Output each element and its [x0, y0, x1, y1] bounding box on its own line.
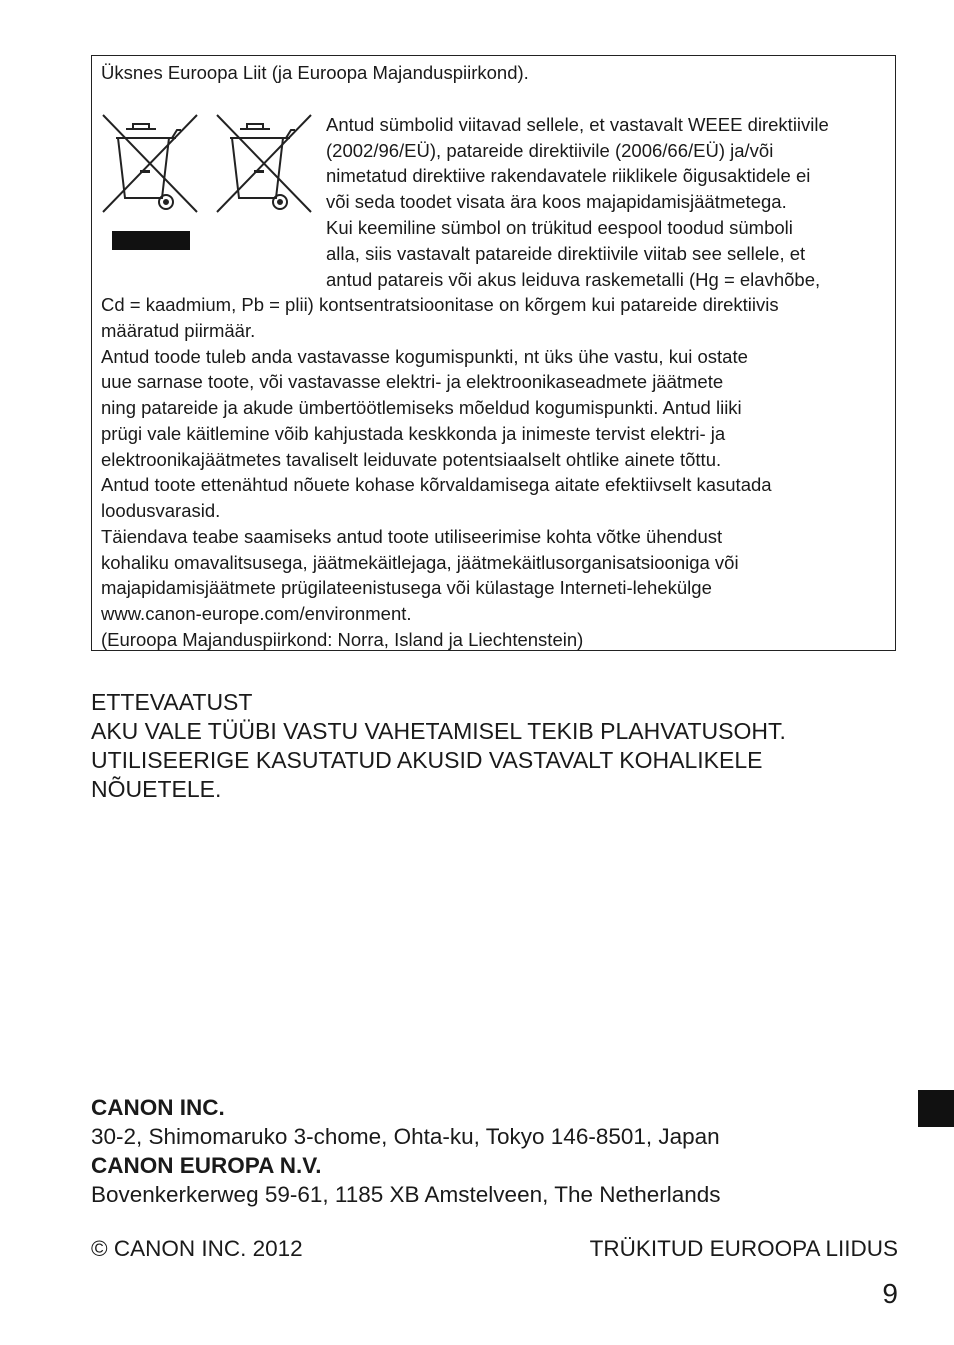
- notice-line: (2002/96/EÜ), patareide direktiivile (2006/66/EÜ) ja/või: [326, 140, 774, 161]
- notice-line: loodusvarasid.: [101, 500, 221, 521]
- notice-url: www.canon-europe.com/environment.: [101, 603, 412, 624]
- copyright: © CANON INC. 2012: [91, 1236, 303, 1261]
- notice-line: elektroonikajäätmetes tavaliselt leiduvate potentsiaalselt ohtlike ainete tõttu.: [101, 449, 722, 470]
- caution-heading: ETTEVAATUST: [91, 689, 253, 715]
- notice-line: (Euroopa Majanduspiirkond: Norra, Island ja Liechtenstein): [101, 629, 584, 650]
- crossed-out-wheelie-bin-icon: [217, 115, 311, 212]
- company-name-canon-europa: CANON EUROPA N.V.: [91, 1153, 322, 1178]
- notice-line: kohaliku omavalitsusega, jäätmekäitlejaga, jäätmekäitlusorganisatsiooniga või: [101, 552, 739, 573]
- notice-line: määratud piirmäär.: [101, 320, 256, 341]
- notice-line: Antud toote ettenähtud nõuete kohase kõrvaldamisega aitate efektiivselt kasutada: [101, 474, 772, 495]
- notice-line: majapidamisjäätmete prügilateenistusega või külastage Interneti-lehekülge: [101, 577, 712, 598]
- company-info: [91, 1093, 721, 1209]
- notice-heading: Üksnes Euroopa Liit (ja Euroopa Majanduspiirkond).: [101, 62, 529, 83]
- notice-line: Antud toode tuleb anda vastavasse kogumispunkti, nt üks ühe vastu, kui ostate: [101, 346, 748, 367]
- notice-line: nimetatud direktiive rakendavatele riiklikele õigusaktidele ei: [326, 165, 811, 186]
- notice-line: antud patareis või akus leiduva raskemetalli (Hg = elavhõbe,: [326, 269, 821, 290]
- notice-line: Cd = kaadmium, Pb = plii) kontsentratsioonitase on kõrgem kui patareide direktiivis: [101, 294, 779, 315]
- notice-line: või seda toodet visata ära koos majapidamisjäätmetega.: [326, 191, 787, 212]
- company-name-canon-inc: CANON INC.: [91, 1095, 225, 1120]
- notice-line: alla, siis vastavalt patareide direktiivile viitab see sellele, et: [326, 243, 806, 264]
- caution-line: NÕUETELE.: [91, 776, 222, 802]
- crossed-out-wheelie-bin-icon: [103, 115, 197, 212]
- weee-symbols: [100, 112, 315, 257]
- caution-line: AKU VALE TÜÜBI VASTU VAHETAMISEL TEKIB PLAHVATUSOHT.: [91, 718, 786, 744]
- company-address-canon-inc: 30-2, Shimomaruko 3-chome, Ohta-ku, Tokyo 146-8501, Japan: [91, 1124, 720, 1149]
- caution-section: [91, 688, 786, 804]
- notice-line: Täiendava teabe saamiseks antud toote utiliseerimise kohta võtke ühendust: [101, 526, 723, 547]
- page-number: 9: [882, 1278, 898, 1309]
- section-tab-marker: [918, 1090, 954, 1127]
- notice-line: ning patareide ja akude ümbertöötlemiseks mõeldud kogumispunkti. Antud liiki: [101, 397, 742, 418]
- company-address-canon-europa: Bovenkerkerweg 59-61, 1185 XB Amstelveen, The Netherlands: [91, 1182, 721, 1207]
- notice-line: Kui keemiline sümbol on trükitud eespool toodud sümboli: [326, 217, 793, 238]
- bin-underline-bar: [112, 231, 190, 250]
- caution-line: UTILISEERIGE KASUTATUD AKUSID VASTAVALT KOHALIKELE: [91, 747, 763, 773]
- printed-in-eu: TRÜKITUD EUROOPA LIIDUS: [589, 1236, 898, 1261]
- notice-line: prügi vale käitlemine võib kahjustada keskkonda ja inimeste tervist elektri- ja: [101, 423, 726, 444]
- weee-notice-box: [91, 55, 896, 651]
- notice-line: Antud sümbolid viitavad sellele, et vastavalt WEEE direktiivile: [326, 114, 829, 135]
- notice-line: uue sarnase toote, või vastavasse elektri- ja elektroonikaseadmete jäätmete: [101, 371, 724, 392]
